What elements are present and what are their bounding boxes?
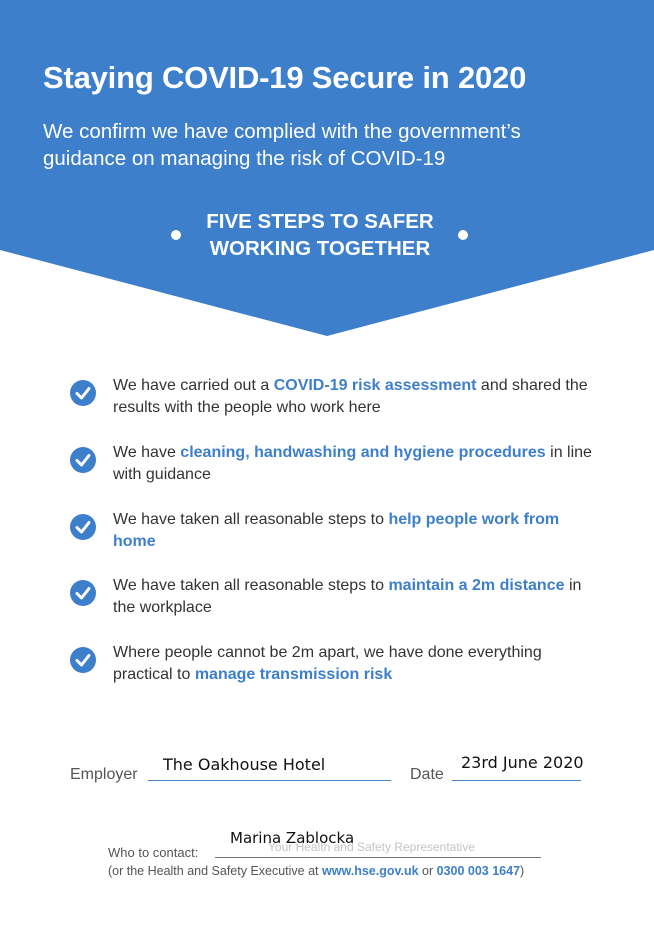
step-item-5 xyxy=(70,642,610,692)
date-line xyxy=(452,780,581,781)
date-field[interactable]: 23rd June 2020 xyxy=(461,753,584,772)
page-subtitle xyxy=(43,118,623,172)
contact-hint: Your Health and Safety Representative xyxy=(268,840,476,854)
footer-text-mid: or xyxy=(418,864,437,878)
step-text-pre: We have taken all reasonable steps to xyxy=(113,511,389,528)
page-title: Staying COVID-19 Secure in 2020 xyxy=(43,60,527,95)
step-item-2 xyxy=(70,442,610,492)
employer-field[interactable]: The Oakhouse Hotel xyxy=(163,755,326,774)
step-text xyxy=(113,575,603,618)
step-highlight: manage transmission risk xyxy=(194,665,393,683)
step-highlight: cleaning, handwashing and hygiene procedures xyxy=(180,444,546,461)
step-text-pre: We have taken all reasonable steps to xyxy=(113,577,389,594)
step-highlight: COVID-19 risk assessment xyxy=(273,377,477,394)
contact-name-field[interactable]: Marina Zablocka xyxy=(230,829,355,847)
step-text-post: in the workplace xyxy=(113,577,582,616)
subtitle-line-1: We confirm we have complied with the government’s xyxy=(43,120,521,143)
step-highlight: maintain a 2m distance xyxy=(388,577,565,594)
step-item-1 xyxy=(70,375,610,425)
footer-contact-info xyxy=(108,864,578,878)
check-circle-icon xyxy=(70,580,96,606)
step-item-3 xyxy=(70,509,610,559)
step-text-pre: Where people cannot be 2m apart, we have done everything practical to xyxy=(113,644,542,683)
subtitle-line-2: guidance on managing the risk of COVID-19 xyxy=(43,147,446,170)
check-circle-icon xyxy=(70,514,96,540)
step-highlight: help people work from home xyxy=(113,511,560,550)
step-text xyxy=(113,375,603,418)
step-item-4 xyxy=(70,575,610,625)
check-circle-icon xyxy=(70,647,96,673)
date-label: Date xyxy=(410,766,444,783)
employer-label: Employer xyxy=(70,766,138,783)
employer-line xyxy=(148,780,391,781)
steps-heading-line-1: FIVE STEPS TO SAFER xyxy=(206,210,434,233)
step-text-post: and shared the results with the people who work here xyxy=(113,377,588,416)
check-circle-icon xyxy=(70,447,96,473)
footer-text-pre: (or the Health and Safety Executive at xyxy=(108,864,323,878)
steps-heading xyxy=(150,208,490,262)
hse-website-link[interactable]: www.hse.gov.uk xyxy=(322,864,419,878)
steps-heading-line-2: WORKING TOGETHER xyxy=(209,237,431,260)
footer-text-post: ) xyxy=(520,864,525,878)
contact-label: Who to contact: xyxy=(108,845,199,860)
check-circle-icon xyxy=(70,380,96,406)
step-text xyxy=(113,509,603,552)
step-text-pre: We have xyxy=(113,444,181,461)
bullet-dot-right xyxy=(458,230,468,240)
hse-phone-link[interactable]: 0300 003 1647 xyxy=(436,864,521,878)
step-text-post: in line with guidance xyxy=(113,444,592,483)
signature-row xyxy=(70,752,590,792)
step-text xyxy=(113,442,603,485)
step-text xyxy=(113,642,603,685)
step-text-pre: We have carried out a xyxy=(113,377,274,394)
contact-line xyxy=(215,857,541,858)
